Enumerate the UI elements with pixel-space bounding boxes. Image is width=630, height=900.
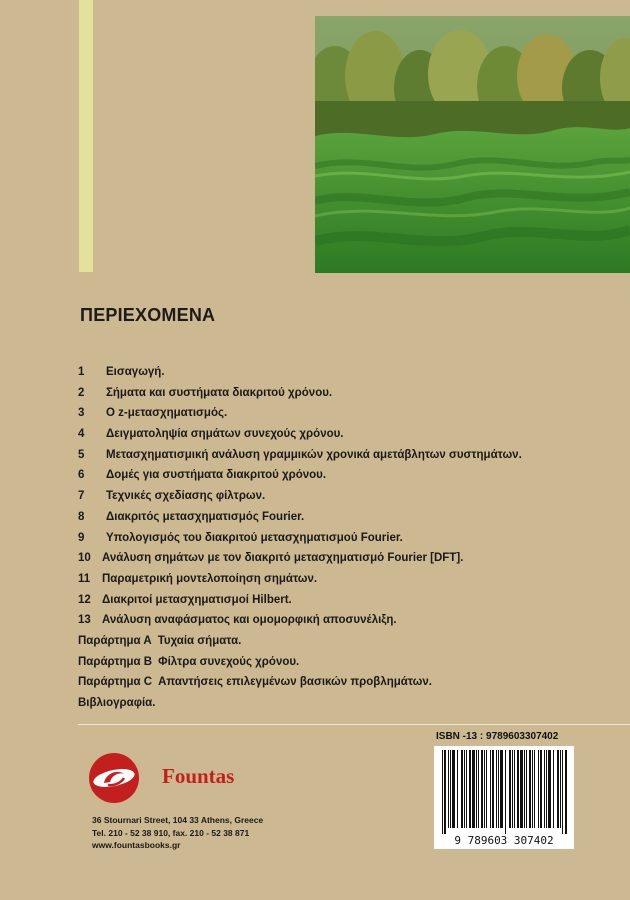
toc-appendix-item: [78, 631, 618, 652]
publisher-phone: Tel. 210 - 52 38 910, fax. 210 - 52 38 871: [92, 827, 250, 838]
chapter-number: 4: [78, 428, 85, 441]
chapter-number: 10: [78, 552, 91, 565]
table-of-contents: [78, 362, 618, 714]
cover-landscape-photo: [315, 16, 630, 273]
toc-chapter-item: [78, 362, 618, 383]
toc-chapter-item: [78, 403, 618, 424]
toc-chapter-item: [78, 445, 618, 466]
toc-chapter-item: [78, 465, 618, 486]
appendix-label: Παράρτημα Α: [78, 634, 152, 647]
toc-chapter-item: [78, 610, 618, 631]
barcode-bars: [442, 750, 567, 834]
chapter-number: 1: [78, 366, 85, 378]
isbn-label: ISBN -13 : 9789603307402: [436, 731, 559, 742]
divider-line: [78, 724, 630, 725]
fountas-logo-icon: [88, 752, 140, 804]
publisher-address: 36 Stournari Street, 104 33 Athens, Greece: [92, 815, 264, 825]
chapter-title: Δομές για συστήματα διακριτού χρόνου.: [106, 469, 327, 482]
chapter-title: Διακριτοί μετασχηματισμοί Hilbert.: [102, 593, 292, 606]
chapter-title: Διακριτός μετασχηματισμός Fourier.: [106, 510, 305, 523]
chapter-number: 13: [78, 614, 91, 627]
chapter-number: 9: [78, 531, 85, 544]
chapter-title: Σήματα και συστήματα διακριτού χρόνου.: [106, 386, 333, 399]
chapter-title: Ο z-μετασχηματισμός.: [106, 407, 228, 420]
toc-appendix-item: [78, 652, 618, 673]
appendix-title: Τυχαία σήματα.: [157, 634, 242, 647]
decorative-stripe: [79, 0, 93, 272]
toc-chapter-item: [78, 548, 618, 569]
chapter-title: Παραμετρική μοντελοποίηση σημάτων.: [102, 572, 318, 585]
chapter-title: Τεχνικές σχεδίασης φίλτρων.: [106, 490, 266, 503]
appendix-title: Φίλτρα συνεχούς χρόνου.: [158, 655, 300, 668]
contents-heading: ΠΕΡΙΕΧΟΜΕΝΑ: [80, 305, 216, 325]
chapter-number: 5: [78, 448, 85, 461]
isbn-barcode: [434, 746, 574, 849]
chapter-number: 12: [78, 593, 91, 606]
chapter-number: 8: [78, 510, 85, 523]
publisher-name: Fountas: [162, 764, 235, 788]
toc-chapter-item: [78, 590, 618, 611]
chapter-number: 3: [78, 407, 85, 420]
chapter-title: Υπολογισμός του διακριτού μετασχηματισμού Fourier.: [106, 531, 403, 544]
barcode-digits: 9 789603 307402: [454, 834, 554, 847]
toc-chapter-item: [78, 528, 618, 549]
chapter-title: Μετασχηματισμική ανάλυση γραμμικών χρονικά αμετάβλητων συστημάτων.: [106, 448, 522, 461]
appendix-title: Απαντήσεις επιλεγμένων βασικών προβλημάτων.: [158, 676, 432, 689]
appendix-label: Παράρτημα Β: [78, 655, 153, 668]
chapter-number: 2: [78, 386, 85, 399]
toc-chapter-item: [78, 507, 618, 528]
toc-chapter-item: [78, 383, 618, 404]
chapter-title: Δειγματοληψία σημάτων συνεχούς χρόνου.: [106, 428, 344, 441]
toc-chapter-item: [78, 424, 618, 445]
publisher-contact: [92, 814, 263, 852]
toc-chapter-item: [78, 569, 618, 590]
bibliography-title: Βιβλιογραφία.: [78, 697, 156, 709]
toc-appendix-item: [78, 672, 618, 693]
chapter-title: Ανάλυση σημάτων με τον διακριτό μετασχηματισμό Fourier [DFT].: [102, 552, 464, 565]
chapter-title: Ανάλυση αναφάσματος και ομομορφική αποσυνέλιξη.: [102, 614, 397, 627]
chapter-number: 11: [78, 572, 91, 585]
chapter-number: 6: [78, 469, 85, 482]
appendix-label: Παράρτημα C: [78, 676, 153, 689]
chapter-title: Εισαγωγή.: [106, 366, 165, 378]
chapter-number: 7: [78, 490, 85, 503]
toc-bibliography-item: [78, 693, 618, 714]
publisher-website: www.fountasbooks.gr: [92, 840, 181, 850]
toc-chapter-item: [78, 486, 618, 507]
